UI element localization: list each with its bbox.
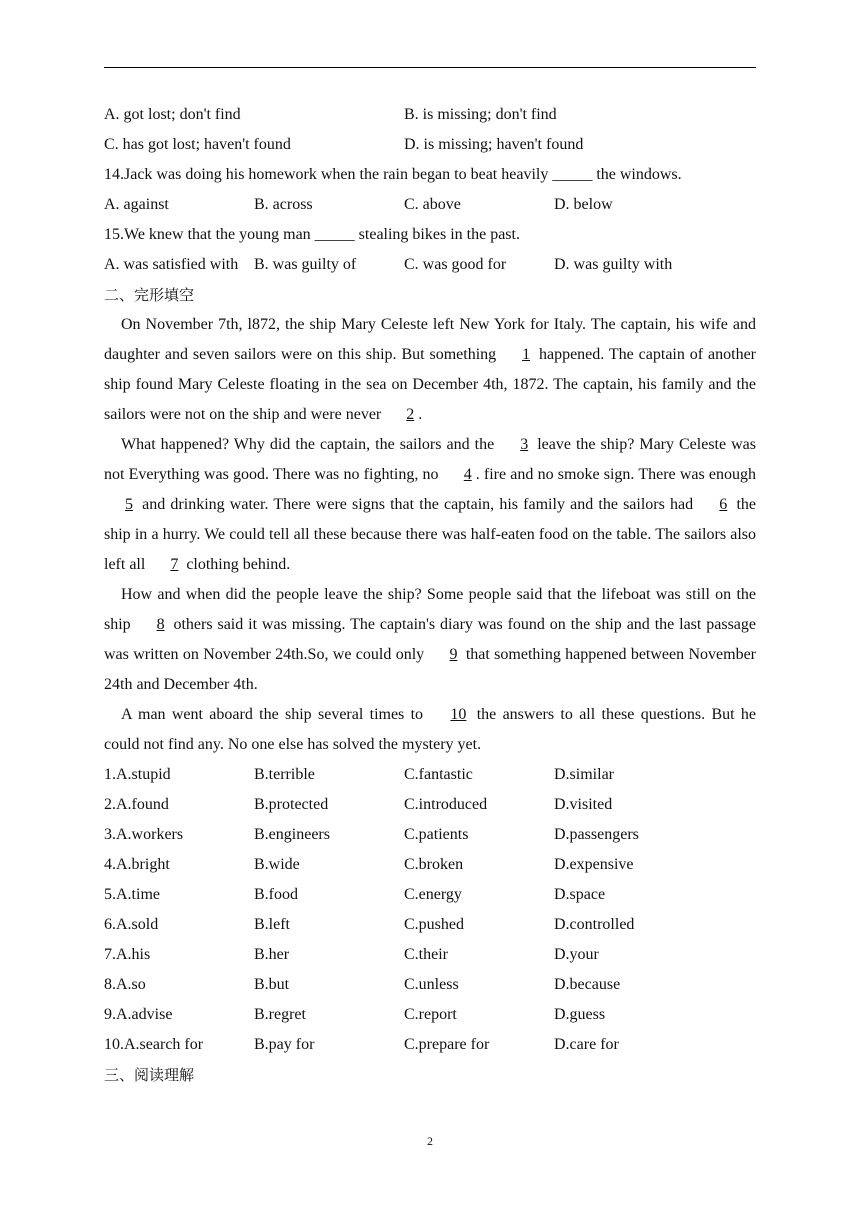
blank-3: 3 xyxy=(520,436,529,453)
q15-options xyxy=(104,250,756,280)
option-b: B.engineers xyxy=(254,826,330,843)
option-c: C.unless xyxy=(404,976,459,993)
option-a: 1.A.stupid xyxy=(104,766,171,783)
passage-paragraph-1 xyxy=(104,310,756,430)
option-d: D.passengers xyxy=(554,826,639,843)
blank-2: 2 xyxy=(406,406,415,423)
q15-option-d: D. was guilty with xyxy=(554,256,673,273)
q14-options xyxy=(104,190,756,220)
passage-text: others said it was missing. The captain's diary was found on the ship and the last passage was written on November 24th.So, we could only xyxy=(104,616,757,663)
option-b: B.pay for xyxy=(254,1036,315,1053)
option-d: D.care for xyxy=(554,1036,619,1053)
blank-8: 8 xyxy=(156,616,165,633)
blank-9: 9 xyxy=(449,646,458,663)
option-c: C.report xyxy=(404,1006,457,1023)
blank-10: 10 xyxy=(450,706,467,723)
passage-text: that something happened between November 24th and December 4th. xyxy=(104,646,756,693)
option-a: 4.A.bright xyxy=(104,856,170,873)
q14-option-b: B. across xyxy=(254,196,313,213)
cloze-option-row-6 xyxy=(104,910,756,940)
option-c: C.introduced xyxy=(404,796,488,813)
option-a: 10.A.search for xyxy=(104,1036,204,1053)
option-d: D.controlled xyxy=(554,916,635,933)
passage-text: What happened? Why did the captain, the sailors and the xyxy=(121,436,500,453)
option-a: 3.A.workers xyxy=(104,826,184,843)
cloze-option-row-8 xyxy=(104,970,756,1000)
passage-paragraph-3 xyxy=(104,580,756,700)
passage-paragraph-4 xyxy=(104,700,756,760)
passage-text: On November 7th, l872, the ship Mary Celeste left New York for Italy. The captain, his wife and daughter and seven sailors were on this ship. But something xyxy=(104,316,756,363)
option-b: B.left xyxy=(254,916,290,933)
section-heading-reading: 三、阅读理解 xyxy=(104,1066,195,1084)
blank-6: 6 xyxy=(719,496,728,513)
option-b: B.but xyxy=(254,976,290,993)
q14-stem: 14.Jack was doing his homework when the rain began to beat heavily _____ the windows. xyxy=(104,166,682,183)
q13-option-d: D. is missing; haven't found xyxy=(404,136,584,153)
cloze-option-row-2 xyxy=(104,790,756,820)
blank-7: 7 xyxy=(170,556,179,573)
option-a: 8.A.so xyxy=(104,976,146,993)
option-d: D.guess xyxy=(554,1006,606,1023)
cloze-option-row-5 xyxy=(104,880,756,910)
passage-text: happened. The captain of another ship found Mary Celeste floating in the sea on December 4th, 1872. The captain, his family and the sailors were not on the ship and were never xyxy=(104,346,757,423)
passage-text: the answers to all these questions. But he could not find any. No one else has solved the mystery yet. xyxy=(104,706,757,753)
passage-text: the ship in a hurry. We could tell all these because there was half-eaten food on the table. The sailors also left all xyxy=(104,496,757,573)
option-d: D.expensive xyxy=(554,856,634,873)
q15-option-c: C. was good for xyxy=(404,256,507,273)
option-c: C.broken xyxy=(404,856,464,873)
option-d: D.visited xyxy=(554,796,613,813)
cloze-option-row-4 xyxy=(104,850,756,880)
option-c: C.fantastic xyxy=(404,766,473,783)
passage-text: clothing behind. xyxy=(182,556,291,573)
q14-option-a: A. against xyxy=(104,196,169,213)
q15-option-b: B. was guilty of xyxy=(254,256,357,273)
option-b: B.wide xyxy=(254,856,300,873)
q14-option-c: C. above xyxy=(404,196,461,213)
cloze-option-row-1 xyxy=(104,760,756,790)
option-b: B.her xyxy=(254,946,290,963)
passage-text: How and when did the people leave the ship? Some people said that the lifeboat was still on the ship xyxy=(104,586,756,633)
option-c: C.prepare for xyxy=(404,1036,490,1053)
header-rule xyxy=(104,67,756,68)
option-b: B.protected xyxy=(254,796,329,813)
option-c: C.pushed xyxy=(404,916,464,933)
option-c: C.their xyxy=(404,946,448,963)
cloze-options xyxy=(104,760,756,1060)
passage-paragraph-2 xyxy=(104,430,756,580)
section-heading-cloze: 二、完形填空 xyxy=(104,286,195,304)
option-d: D.similar xyxy=(554,766,614,783)
passage-text: A man went aboard the ship several times to xyxy=(121,706,430,723)
option-b: B.regret xyxy=(254,1006,306,1023)
option-a: 5.A.time xyxy=(104,886,160,903)
page-number: 2 xyxy=(427,1134,433,1148)
passage-text: leave the ship? Mary Celeste was not Everything was good. There was no fighting, no xyxy=(104,436,757,483)
option-a: 2.A.found xyxy=(104,796,169,813)
blank-5: 5 xyxy=(125,496,133,513)
passage-text: . xyxy=(418,406,423,423)
blank-4: 4 xyxy=(463,466,472,483)
cloze-option-row-3 xyxy=(104,820,756,850)
passage-text: . fire and no smoke sign. There was enough xyxy=(475,466,757,483)
option-a: 6.A.sold xyxy=(104,916,159,933)
page-content xyxy=(104,100,756,1090)
q13-option-a: A. got lost; don't find xyxy=(104,106,241,123)
cloze-option-row-7 xyxy=(104,940,756,970)
option-a: 7.A.his xyxy=(104,946,151,963)
option-c: C.energy xyxy=(404,886,462,903)
option-c: C.patients xyxy=(404,826,469,843)
option-b: B.terrible xyxy=(254,766,315,783)
option-b: B.food xyxy=(254,886,298,903)
cloze-option-row-10 xyxy=(104,1030,756,1060)
option-d: D.space xyxy=(554,886,606,903)
option-d: D.because xyxy=(554,976,621,993)
q15-option-a: A. was satisfied with xyxy=(104,256,239,273)
option-a: 9.A.advise xyxy=(104,1006,173,1023)
cloze-passage xyxy=(104,310,756,760)
option-d: D.your xyxy=(554,946,599,963)
q13-option-c: C. has got lost; haven't found xyxy=(104,136,291,153)
q13-options-row-2 xyxy=(104,130,756,160)
q15-stem: 15.We knew that the young man _____ stealing bikes in the past. xyxy=(104,226,520,243)
q13-option-b: B. is missing; don't find xyxy=(404,106,557,123)
q13-options-row-1 xyxy=(104,100,756,130)
q14-option-d: D. below xyxy=(554,196,613,213)
passage-text: and drinking water. There were signs that the captain, his family and the sailors had xyxy=(137,496,699,513)
cloze-option-row-9 xyxy=(104,1000,756,1030)
blank-1: 1 xyxy=(522,346,531,363)
